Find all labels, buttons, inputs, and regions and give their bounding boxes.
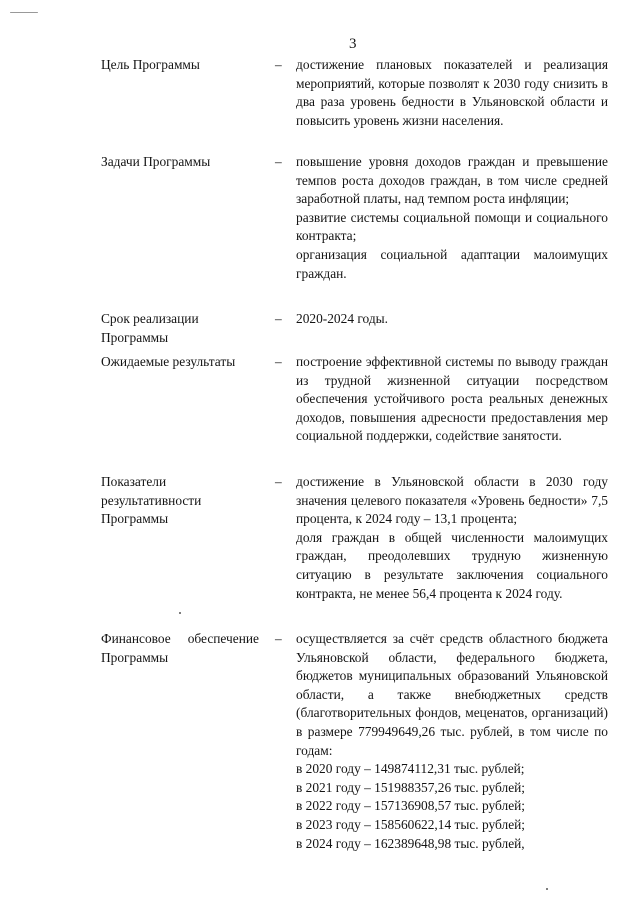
paragraph: в 2021 году – 151988357,26 тыс. рублей; xyxy=(296,779,526,795)
row-label-tasks: Задачи Программы xyxy=(101,154,211,169)
paragraph: в 2024 году – 162389648,98 тыс. рублей, xyxy=(296,835,525,851)
paragraph: развитие системы социальной помощи и социального контракта; xyxy=(296,209,608,244)
row-content-goal xyxy=(296,56,608,130)
row-dash: – xyxy=(275,154,282,169)
scan-speck xyxy=(179,612,181,614)
row-dash: – xyxy=(275,354,282,369)
paragraph: в 2020 году – 149874112,31 тыс. рублей; xyxy=(296,761,525,777)
row-label-term: Срок реализации Программы xyxy=(101,311,199,345)
paragraph: 2020-2024 годы. xyxy=(296,311,388,326)
row-dash: – xyxy=(275,474,282,489)
row-label-goal: Цель Программы xyxy=(101,57,200,72)
scan-speck xyxy=(546,888,548,890)
paragraph: осуществляется за счёт средств областного бюджета Ульяновской области, федерального бюджета, бюджетов муниципальных образований Ульяновской области, а также внебюджетных средств (благотворительных фондов, меценатов, организаций) в размере 779949649,26 тыс. рублей, в том числе по годам: xyxy=(296,631,608,758)
row-dash: – xyxy=(275,631,282,646)
paragraph: достижение плановых показателей и реализация мероприятий, которые позволят к 2030 году снизить в два раза уровень бедности в Ульяновской области и повысить уровень жизни населения. xyxy=(296,57,608,128)
row-content-financing xyxy=(296,630,608,853)
paragraph: достижение в Ульяновской области в 2030 году значения целевого показателя «Уровень бедности» 7,5 процента, к 2024 году – 13,1 процента; xyxy=(296,474,608,527)
paragraph: в 2022 году – 157136908,57 тыс. рублей; xyxy=(296,798,526,814)
row-content-indicators xyxy=(296,473,608,603)
row-content-tasks xyxy=(296,153,608,283)
row-dash: – xyxy=(275,57,282,72)
row-label-financing: Финансовое обеспечение Программы xyxy=(101,631,259,665)
row-content-term xyxy=(296,310,608,329)
row-label-expected-results: Ожидаемые результаты xyxy=(101,354,236,369)
paragraph: доля граждан в общей численности малоимущих граждан, преодолевших трудную жизненную ситуацию в результате заключения социального контракта, не менее 56,4 процента к 2024 году. xyxy=(296,529,608,601)
row-dash: – xyxy=(275,311,282,326)
paragraph: в 2023 году – 158560622,14 тыс. рублей; xyxy=(296,816,526,832)
scan-speck xyxy=(10,12,38,13)
page-number: 3 xyxy=(349,36,357,52)
paragraph: повышение уровня доходов граждан и превышение темпов роста доходов граждан, в том числе средней заработной платы, над темпом роста инфляции; xyxy=(296,154,608,207)
row-content-expected-results xyxy=(296,353,608,446)
paragraph: построение эффективной системы по выводу граждан из трудной жизненной ситуации посредством обеспечения устойчивого роста реальных денежных доходов, повышения адресности предоставления мер социальной поддержки, содействие занятости. xyxy=(296,354,608,444)
row-label-indicators: Показатели результативности Программы xyxy=(101,474,202,527)
paragraph: организация социальной адаптации малоимущих граждан. xyxy=(296,246,608,281)
